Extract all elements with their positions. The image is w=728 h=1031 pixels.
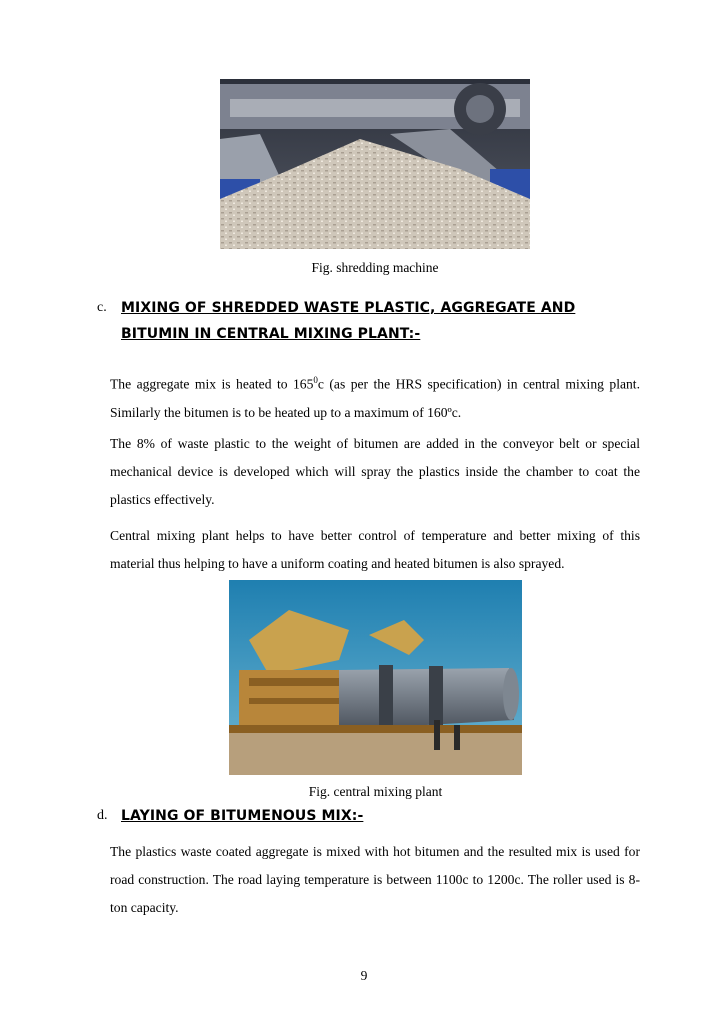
p1-superscript: 0 [313,375,318,385]
section-c-title-line2: BITUMIN IN CENTRAL MIXING PLANT:- [121,326,421,342]
shredding-machine-image [220,79,530,249]
section-c-title-line1: MIXING OF SHREDDED WASTE PLASTIC, AGGREGATE AND [121,300,576,316]
paragraph-waste-plastic: The 8% of waste plastic to the weight of bitumen are added in the conveyor belt or special mechanical device is developed which will spray the plastics inside the chamber to coat the plastics effectively. [110,436,640,507]
figure-caption-shredding: Fig. shredding machine [311,260,439,275]
figure-caption-mixing-plant: Fig. central mixing plant [308,784,443,799]
section-marker-d: d. [97,808,108,823]
p1-text-a: The aggregate mix is heated to 165 [110,376,314,392]
paragraph-aggregate-heating [110,366,640,427]
central-mixing-plant-image [229,580,522,775]
paragraph-laying: The plastics waste coated aggregate is mixed with hot bitumen and the resulted mix is used for road construction. The road laying temperature is between 1100c to 1200c. The roller used is 8-ton capacity. [110,844,640,915]
shredding-machine-illustration [220,79,530,249]
p1-text-b: c (as per the HRS specification) in central mixing plant. Similarly the bitumen is to be heated up to a maximum of 160ºc. [110,376,640,420]
page-number: 9 [360,968,368,983]
mixing-plant-illustration [229,580,522,775]
section-d-title: LAYING OF BITUMENOUS MIX:- [121,808,364,824]
section-marker-c: c. [97,300,107,315]
paragraph-central-mixing: Central mixing plant helps to have better control of temperature and better mixing of this material thus helping to have a uniform coating and heated bitumen is also sprayed. [110,528,640,571]
